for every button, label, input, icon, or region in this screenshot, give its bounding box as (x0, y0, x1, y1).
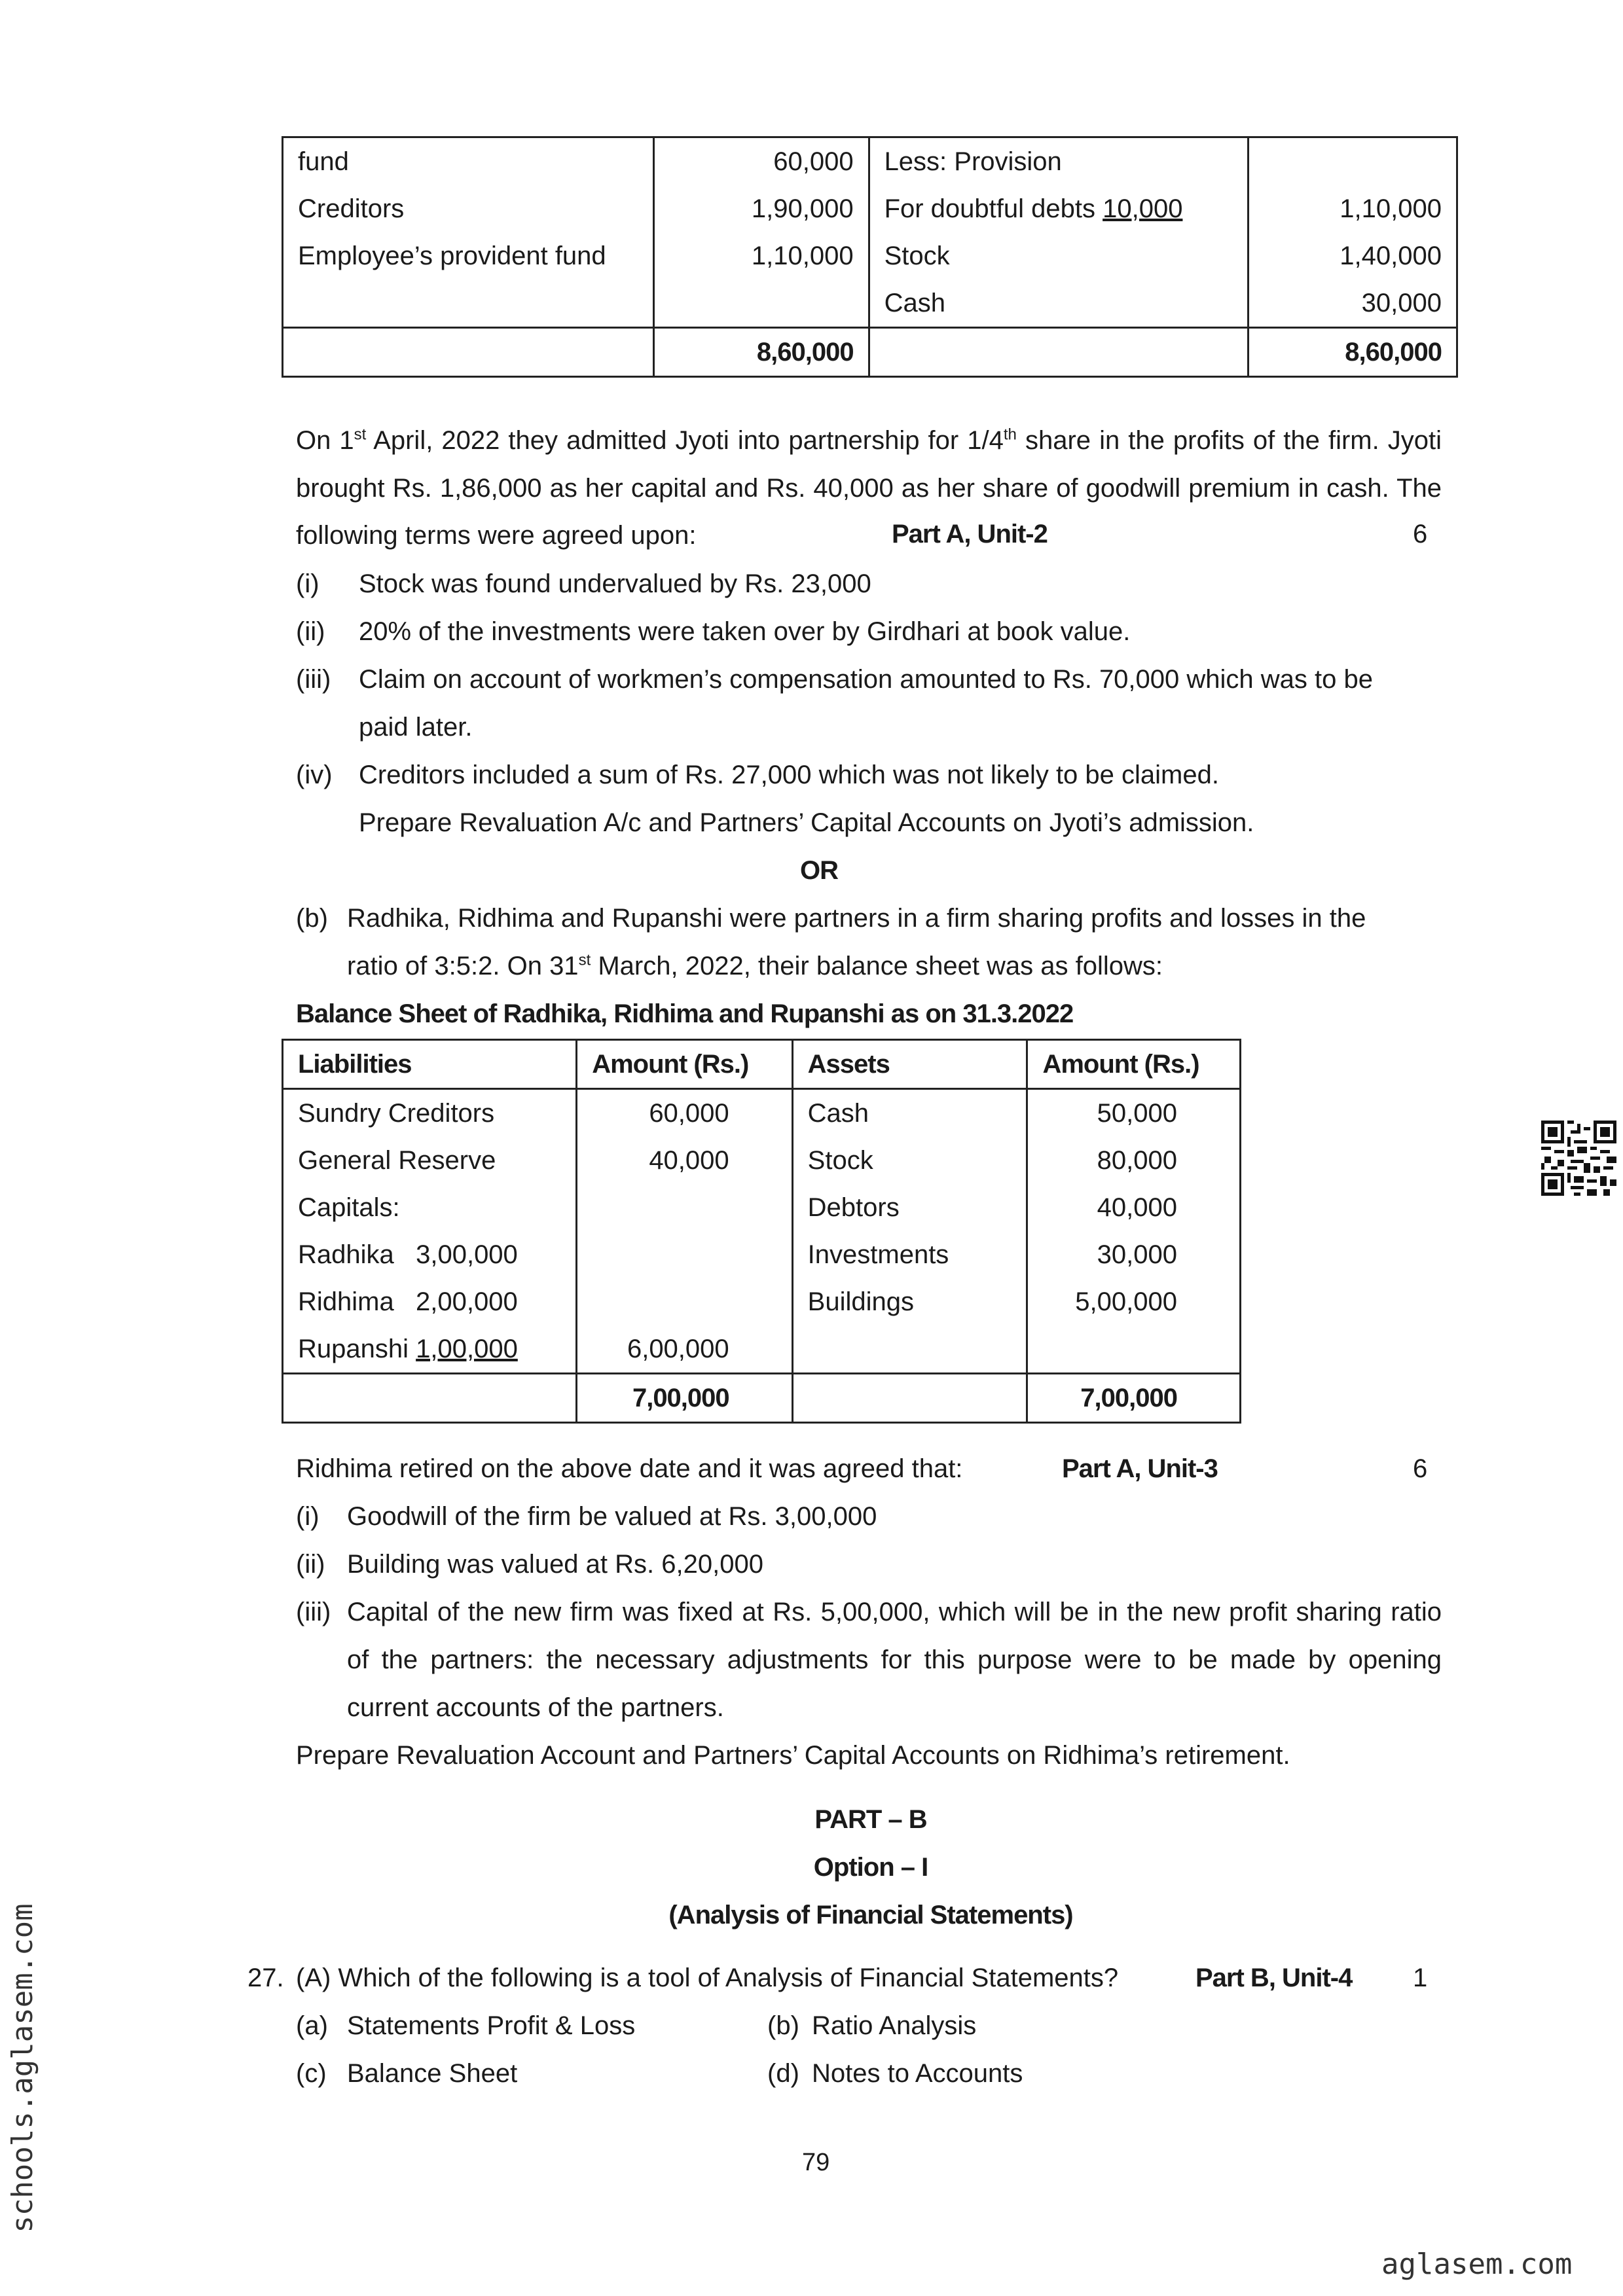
instruction-text: Prepare Revaluation A/c and Partners’ Capital Accounts on Jyoti’s admission. (359, 808, 1254, 837)
asset-name (869, 185, 1248, 232)
asset-name: Debtors (792, 1184, 1027, 1231)
list-item-text: Stock was found undervalued by Rs. 23,000 (359, 569, 871, 598)
asset-amount: 50,000 (1027, 1089, 1241, 1138)
list-item-text: Creditors included a sum of Rs. 27,000 which was not likely to be claimed. (359, 761, 1219, 789)
unit-tag: Part A, Unit-3 (1062, 1454, 1218, 1483)
list-item-number: (iii) (296, 1598, 331, 1626)
or-divider: OR (800, 856, 838, 885)
option-text: Notes to Accounts (812, 2059, 1023, 2088)
balance-sheet-title: Balance Sheet of Radhika, Ridhima and Rupanshi as on 31.3.2022 (296, 999, 1074, 1028)
total-liabilities: 7,00,000 (577, 1374, 792, 1423)
option-label: (d) (767, 2059, 799, 2088)
liability-name (283, 279, 654, 328)
unit-tag: Part A, Unit-2 (892, 520, 1048, 548)
list-item-text: Claim on account of workmen’s compensation amounted to Rs. 70,000 which was to be (359, 665, 1373, 694)
question-label: (b) (296, 904, 328, 933)
option-text: Ratio Analysis (812, 2011, 977, 2040)
table-header-row (283, 1040, 1241, 1089)
question-text: Radhika, Ridhima and Rupanshi were partners in a firm sharing profits and losses in the (347, 904, 1366, 933)
retirement-intro: Ridhima retired on the above date and it was agreed that: (296, 1454, 963, 1483)
marks: 6 (1413, 1454, 1428, 1483)
asset-name-prefix: For doubtful debts (884, 194, 1103, 223)
asset-name: Stock (869, 232, 1248, 279)
part-b-title: PART – B (814, 1805, 927, 1834)
asset-name: Stock (792, 1137, 1027, 1184)
header-liabilities: Liabilities (283, 1040, 577, 1089)
table-row (283, 1089, 1241, 1138)
liability-amount: 1,90,000 (653, 185, 869, 232)
total-assets: 7,00,000 (1027, 1374, 1241, 1423)
table-row (283, 232, 1457, 279)
table-row (283, 137, 1457, 186)
option-text: Statements Profit & Loss (347, 2011, 636, 2040)
list-item-text: Building was valued at Rs. 6,20,000 (347, 1550, 763, 1579)
marks: 1 (1413, 1964, 1428, 1992)
asset-name-underlined: 10,000 (1103, 194, 1183, 223)
liability-name-prefix: Rupanshi (298, 1334, 416, 1363)
list-item-text: Capital of the new firm was fixed at Rs. 5,00,000, which will be in the new profit sharing ratio of the partners: the necessary adjustments for this purpose were to be made by opening current accounts of the partners. (347, 1598, 1442, 1722)
asset-amount: 40,000 (1027, 1184, 1241, 1231)
liability-amount: 6,00,000 (577, 1325, 792, 1374)
asset-name: Buildings (792, 1278, 1027, 1325)
liability-name: Ridhima 2,00,000 (283, 1278, 577, 1325)
liability-name: Sundry Creditors (283, 1089, 577, 1138)
list-item-number: (iv) (296, 761, 333, 789)
side-watermark: schools.aglasem.com (6, 1903, 39, 2233)
unit-tag: Part B, Unit-4 (1195, 1964, 1353, 1992)
liability-amount (653, 279, 869, 328)
table-row (283, 1278, 1241, 1325)
header-assets: Assets (792, 1040, 1027, 1089)
question-text: (A) Which of the following is a tool of Analysis of Financial Statements? (296, 1964, 1119, 1992)
liability-amount (577, 1184, 792, 1231)
liability-amount: 1,10,000 (653, 232, 869, 279)
total-assets: 8,60,000 (1248, 328, 1457, 377)
liability-name: Radhika 3,00,000 (283, 1231, 577, 1278)
asset-amount: 1,40,000 (1248, 232, 1457, 279)
list-item-number: (ii) (296, 1550, 325, 1579)
asset-amount: 30,000 (1027, 1231, 1241, 1278)
admission-intro-paragraph: On 1st April, 2022 they admitted Jyoti into partnership for 1/4th share in the profits of the firm. Jyoti brought Rs. 1,86,000 as her capital and Rs. 40,000 as her share of goodwill premium in cash. The following terms were agreed upon: (296, 425, 1442, 550)
part-b-option: Option – I (813, 1853, 928, 1882)
table-total-row (283, 328, 1457, 377)
header-amount: Amount (Rs.) (1027, 1040, 1241, 1089)
option-label: (c) (296, 2059, 327, 2088)
asset-amount: 1,10,000 (1248, 185, 1457, 232)
table-row (283, 1137, 1241, 1184)
part-b-subtitle: (Analysis of Financial Statements) (668, 1901, 1073, 1929)
liability-name-underlined: 1,00,000 (416, 1334, 518, 1363)
liability-name: fund (283, 137, 654, 186)
corner-watermark: aglasem.com (1381, 2248, 1573, 2281)
asset-name: Cash (869, 279, 1248, 328)
balance-sheet-table-continued (282, 136, 1458, 378)
list-item-text: 20% of the investments were taken over by Girdhari at book value. (359, 617, 1131, 646)
asset-amount: 80,000 (1027, 1137, 1241, 1184)
marks: 6 (1413, 520, 1428, 548)
liability-name (283, 1325, 577, 1374)
liability-name: Creditors (283, 185, 654, 232)
asset-amount: 30,000 (1248, 279, 1457, 328)
list-item-number: (iii) (296, 665, 331, 694)
question-number: 27. (247, 1964, 284, 1992)
list-item-text: paid later. (359, 713, 473, 742)
liability-name: General Reserve (283, 1137, 577, 1184)
asset-name: Less: Provision (869, 137, 1248, 186)
liability-amount: 60,000 (577, 1089, 792, 1138)
option-label: (b) (767, 2011, 799, 2040)
total-liabilities: 8,60,000 (653, 328, 869, 377)
liability-amount (577, 1278, 792, 1325)
qr-code-icon (1541, 1121, 1616, 1196)
table-row (283, 279, 1457, 328)
list-item-number: (i) (296, 569, 319, 598)
option-label: (a) (296, 2011, 328, 2040)
option-text: Balance Sheet (347, 2059, 518, 2088)
asset-name: Investments (792, 1231, 1027, 1278)
asset-name: Cash (792, 1089, 1027, 1138)
asset-name (792, 1325, 1027, 1374)
table-row (283, 1184, 1241, 1231)
asset-amount (1248, 137, 1457, 186)
list-item-text: Goodwill of the firm be valued at Rs. 3,00,000 (347, 1502, 877, 1531)
liability-name: Capitals: (283, 1184, 577, 1231)
liability-amount: 60,000 (653, 137, 869, 186)
liability-amount (577, 1231, 792, 1278)
liability-amount: 40,000 (577, 1137, 792, 1184)
table-row (283, 185, 1457, 232)
page-number: 79 (802, 2149, 830, 2176)
table-row (283, 1325, 1241, 1374)
list-item-number: (ii) (296, 617, 325, 646)
header-amount: Amount (Rs.) (577, 1040, 792, 1089)
asset-amount: 5,00,000 (1027, 1278, 1241, 1325)
list-item-number: (i) (296, 1502, 319, 1531)
closing-instruction: Prepare Revaluation Account and Partners’ Capital Accounts on Ridhima’s retirement. (296, 1741, 1290, 1770)
table-row (283, 1231, 1241, 1278)
table-total-row (283, 1374, 1241, 1423)
liability-name: Employee’s provident fund (283, 232, 654, 279)
balance-sheet-table (282, 1039, 1241, 1424)
question-text-line2: ratio of 3:5:2. On 31st March, 2022, their balance sheet was as follows: (347, 951, 1163, 980)
asset-amount (1027, 1325, 1241, 1374)
